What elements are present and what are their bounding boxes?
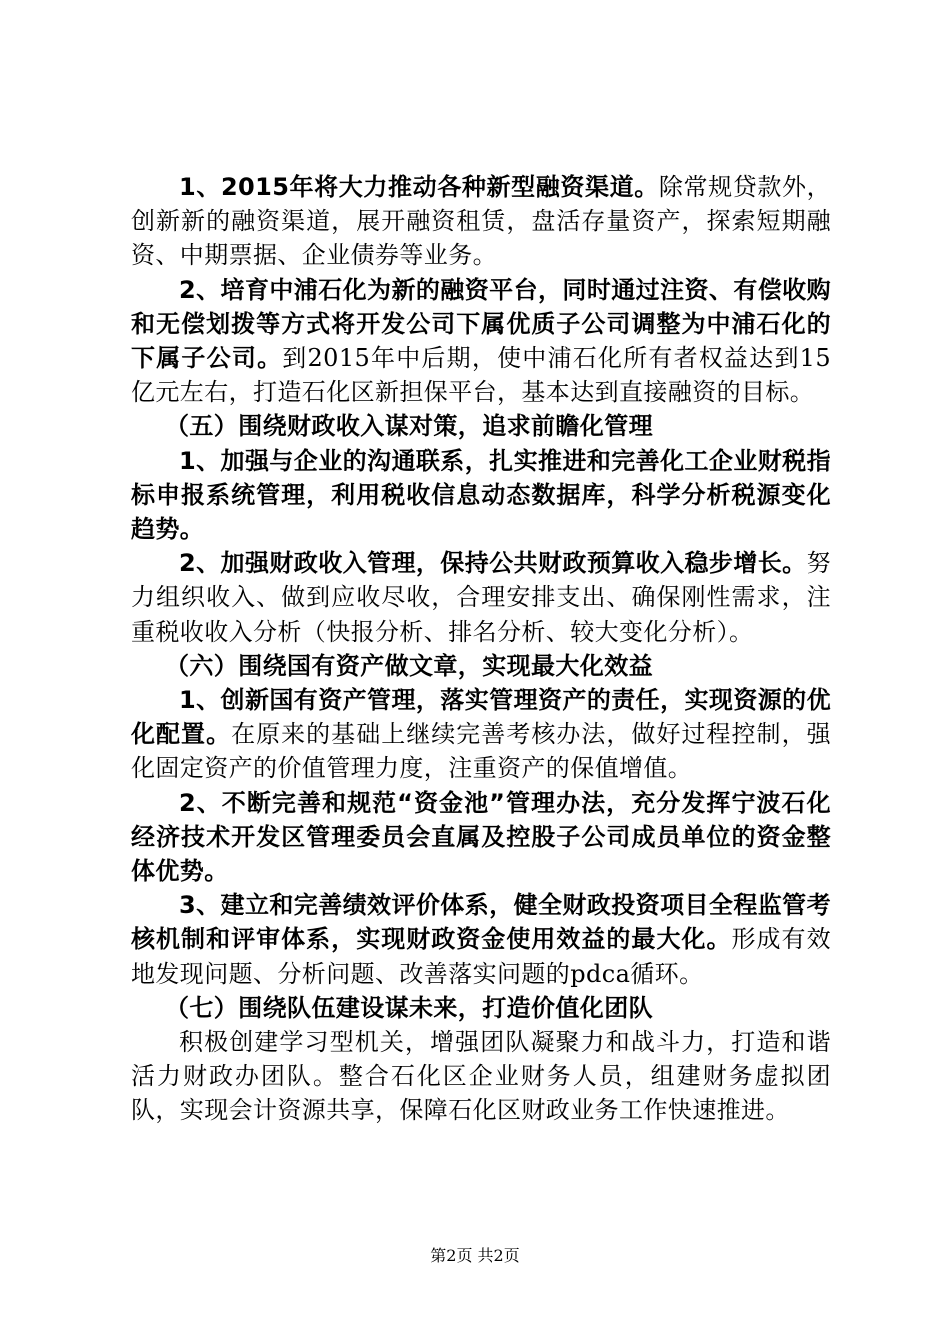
paragraph-text: 积极创建学习型机关，增强团队凝聚力和战斗力，打造和谐活力财政办团队。整合石化区企业财务人员，组建财务虚拟团队，实现会计资源共享，保障石化区财政业务工作快速推进。 (131, 1028, 831, 1125)
paragraph-text: 在原来的基础上继续完善考核办法，做好过程控制，强化固定资产的价值管理力度，注重资产的保值增值。 (131, 720, 831, 783)
paragraph-lead: 1、2015年将大力推动各种新型融资渠道。 (179, 173, 659, 201)
paragraph-financing-channels (131, 170, 831, 273)
paragraph-lead: 3、建立和完善绩效评价体系，健全财政投资项目全程监管考核机制和评审体系，实现财政资金使用效益的最大化。 (131, 891, 831, 954)
paragraph-team-building (131, 1025, 831, 1128)
paragraph-text: 除常规贷款外，创新新的融资渠道，展开融资租赁，盘活存量资产，探索短期融资、中期票据、企业债券等业务。 (131, 173, 831, 270)
paragraph-revenue-management (131, 546, 831, 649)
paragraph-lead: 1、加强与企业的沟通联系，扎实推进和完善化工企业财税指标申报系统管理，利用税收信息动态数据库，科学分析税源变化趋势。 (131, 446, 831, 544)
paragraph-performance-evaluation (131, 888, 831, 991)
paragraph-text: 到2015年中后期，使中浦石化所有者权益达到15亿元左右，打造石化区新担保平台，基本达到直接融资的目标。 (131, 344, 831, 407)
page-footer: 第2页 共2页 (430, 1246, 520, 1265)
paragraph-text: 形成有效地发现问题、分析问题、改善落实问题的pdca循环。 (131, 925, 831, 988)
paragraph-enterprise-communication (131, 444, 831, 547)
paragraph-lead: 2、加强财政收入管理，保持公共财政预算收入稳步增长。 (179, 549, 807, 578)
section-heading-7: （七）围绕队伍建设谋未来，打造价值化团队 (165, 993, 653, 1022)
paragraph-lead: 2、培育中浦石化为新的融资平台，同时通过注资、有偿收购和无偿划拨等方式将开发公司下属优质子公司调整为中浦石化的下属子公司。 (131, 275, 831, 373)
paragraph-fund-pool (131, 786, 831, 889)
paragraph-state-assets (131, 683, 831, 786)
document-body (131, 170, 831, 1128)
paragraph-text: 努力组织收入、做到应收尽收，合理安排支出、确保刚性需求，注重税收收入分析（快报分析、排名分析、较大变化分析）。 (131, 549, 831, 646)
section-heading-5: （五）围绕财政收入谋对策，追求前瞻化管理 (165, 412, 653, 441)
paragraph-financing-platform (131, 273, 831, 410)
paragraph-lead: 2、不断完善和规范“资金池”管理办法，充分发挥宁波石化经济技术开发区管理委员会直属及控股子公司成员单位的资金整体优势。 (131, 788, 831, 886)
section-heading-6: （六）围绕国有资产做文章，实现最大化效益 (165, 651, 653, 680)
paragraph-lead: 1、创新国有资产管理，落实管理资产的责任，实现资源的优化配置。 (131, 686, 831, 749)
